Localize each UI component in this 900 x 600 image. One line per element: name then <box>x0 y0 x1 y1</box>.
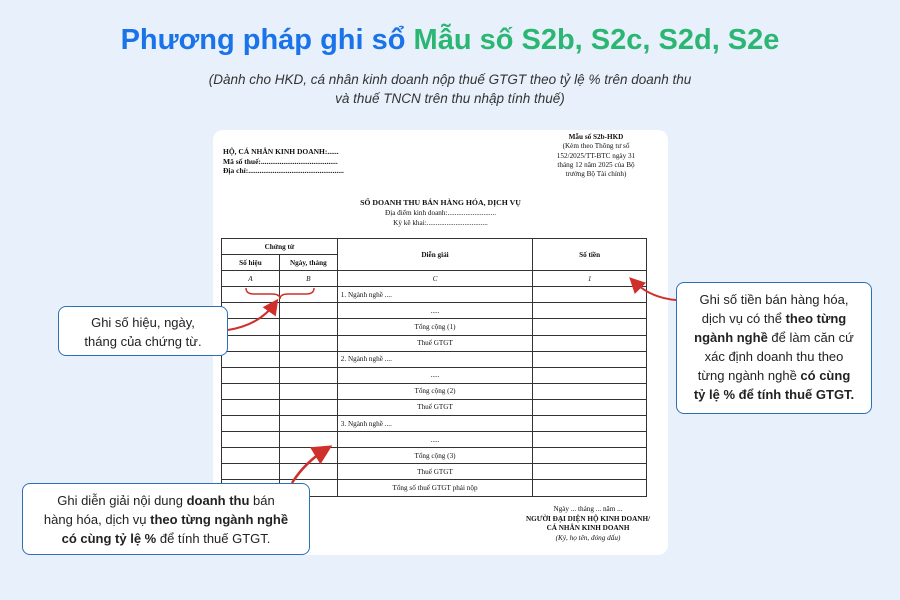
description-cell: Thuế GTGT <box>337 335 532 351</box>
signature-note: (Ký, họ tên, đóng dấu) <box>555 533 621 542</box>
form-code: Mẫu số S2b-HKD <box>568 133 624 141</box>
callout-desc-line-1b: doanh thu <box>186 493 250 508</box>
title-part-1: Phương pháp ghi sổ <box>120 24 406 56</box>
description-cell: ..... <box>337 367 532 383</box>
address-line: Địa chỉ:................................................... <box>223 166 344 175</box>
description-cell: Tổng cộng (1) <box>337 319 532 335</box>
description-cell: Thuế GTGT <box>337 464 532 480</box>
description-arrow <box>292 448 328 483</box>
header-voucher-number: Số hiệu <box>222 255 280 271</box>
business-name-line: HỘ, CÁ NHÂN KINH DOANH:...... <box>223 147 339 156</box>
subtitle-line-1: (Dành cho HKD, cá nhân kinh doanh nộp thuế GTGT theo tỷ lệ % trên doanh thu <box>208 72 692 87</box>
callout-amount-line-6: tỷ lệ % để tính thuế GTGT. <box>693 387 855 402</box>
callout-desc-line-2a: hàng hóa, dịch vụ <box>43 512 151 527</box>
description-cell: ..... <box>337 432 532 448</box>
form-note-4: trưởng Bộ Tài chính) <box>565 170 627 179</box>
callout-amount-line-3b: để làm căn cứ <box>767 330 854 345</box>
amount-arrow <box>632 280 676 300</box>
callout-amount-line-4: xác định doanh thu theo <box>704 349 844 364</box>
callout-amount-line-5b: có cùng <box>800 368 851 383</box>
description-cell: 2. Ngành nghề .... <box>337 351 532 367</box>
description-cell: Thuế GTGT <box>337 399 532 415</box>
column-code-1: 1 <box>533 271 647 287</box>
callout-voucher-line-2: tháng của chứng từ. <box>84 334 202 349</box>
callout-desc-line-1a: Ghi diễn giải nội dung <box>57 493 187 508</box>
business-location-line: Địa điểm kinh doanh:........................... <box>385 209 496 217</box>
header-voucher-date: Ngày, tháng <box>279 255 337 271</box>
column-code-b: B <box>279 271 337 287</box>
description-cell: ..... <box>337 303 532 319</box>
callout-amount-line-2a: dịch vụ có thể <box>701 311 786 326</box>
description-cell: Tổng cộng (2) <box>337 383 532 399</box>
callout-amount-line-2b: theo từng <box>785 311 847 326</box>
signature-date: Ngày ... tháng ... năm ... <box>553 505 623 513</box>
subtitle-line-2: và thuế TNCN trên thu nhập tính thuế) <box>335 91 565 106</box>
declaration-period-line: Kỳ kê khai:.................................. <box>393 218 488 227</box>
column-code-c: C <box>337 271 532 287</box>
header-description: Diễn giải <box>337 239 532 271</box>
form-note-1: (Kèm theo Thông tư số <box>562 142 630 151</box>
callout-voucher-line-1: Ghi số hiệu, ngày, <box>91 315 195 330</box>
description-cell: 1. Ngành nghề .... <box>337 287 532 303</box>
callout-desc-line-2b: theo từng ngành nghề <box>150 512 289 527</box>
form-note-2: 152/2025/TT-BTC ngày 31 <box>556 151 636 160</box>
ledger-title: SỔ DOANH THU BÁN HÀNG HÓA, DỊCH VỤ <box>360 198 521 207</box>
callout-amount-line-5a: từng ngành nghề <box>697 368 801 383</box>
callout-amount-line-3a: ngành nghề <box>694 330 768 345</box>
callout-desc-line-3a: có cùng tỷ lệ % <box>61 531 157 546</box>
signature-title-1: NGƯỜI ĐẠI DIỆN HỘ KINH DOANH/ <box>525 514 651 523</box>
callout-desc-line-1c: bán <box>249 493 275 508</box>
header-amount: Số tiền <box>533 239 647 271</box>
voucher-arrow <box>228 302 276 330</box>
description-cell: Tổng cộng (3) <box>337 448 532 464</box>
tax-code-line: Mã số thuế:......................................... <box>223 156 338 166</box>
description-cell: Tổng số thuế GTGT phải nộp <box>337 480 532 496</box>
column-code-a: A <box>222 271 280 287</box>
signature-title-2: CÁ NHÂN KINH DOANH <box>546 524 630 532</box>
title-part-2: Mẫu số S2b, S2c, S2d, S2e <box>413 24 780 56</box>
header-voucher: Chứng từ <box>222 239 338 255</box>
voucher-brace <box>246 288 314 299</box>
callout-desc-line-3b: để tính thuế GTGT. <box>156 531 271 546</box>
description-cell: 3. Ngành nghề .... <box>337 416 532 432</box>
callout-amount-line-1: Ghi số tiền bán hàng hóa, <box>699 292 849 307</box>
form-note-3: tháng 12 năm 2025 của Bộ <box>557 160 635 169</box>
